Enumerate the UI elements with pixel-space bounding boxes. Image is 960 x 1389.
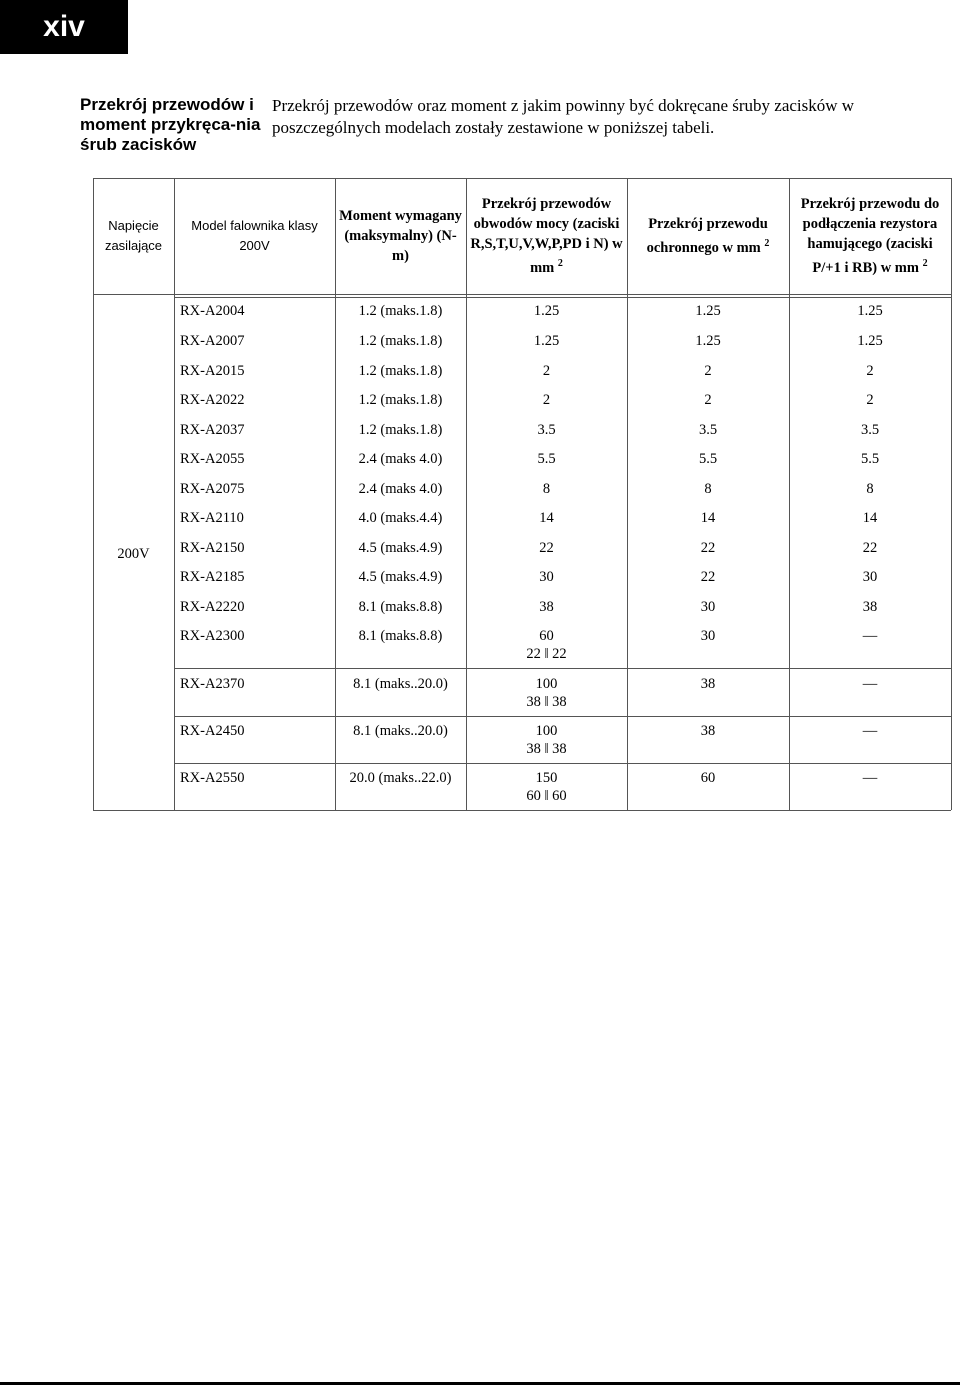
torque-cell: 2.4 (maks 4.0) bbox=[358, 451, 443, 467]
header-ground-text: Przekrój przewodu ochronnego w mm bbox=[646, 216, 768, 256]
row-divider bbox=[174, 716, 951, 717]
ground-wire-cell: 38 bbox=[700, 723, 716, 739]
header-model: Model falownika klasy 200V bbox=[191, 218, 318, 253]
header-brake-text: Przekrój przewodu do podłączenia rezystora hamującego (zaciski P/+1 i RB) w mm bbox=[800, 196, 940, 276]
torque-cell: 4.0 (maks.4.4) bbox=[358, 510, 443, 526]
torque-cell: 8.1 (maks..20.0) bbox=[353, 723, 448, 739]
model-cell: RX-A2015 bbox=[180, 363, 245, 379]
torque-cell: 1.2 (maks.1.8) bbox=[358, 363, 443, 379]
ground-wire-cell: 22 bbox=[700, 569, 716, 585]
torque-cell: 1.2 (maks.1.8) bbox=[358, 392, 443, 408]
model-cell: RX-A2300 bbox=[180, 628, 245, 644]
brake-wire-cell: 1.25 bbox=[857, 333, 883, 349]
power-wire-cell: 14 bbox=[539, 510, 554, 526]
brake-wire-cell: 22 bbox=[862, 540, 878, 556]
power-wire-cell: 100 bbox=[535, 676, 558, 692]
header-power-sup: 2 bbox=[557, 258, 563, 270]
brake-wire-cell: — bbox=[862, 770, 878, 786]
model-cell: RX-A2220 bbox=[180, 599, 245, 615]
ground-wire-cell: 1.25 bbox=[695, 303, 721, 319]
torque-cell: 8.1 (maks.8.8) bbox=[358, 628, 443, 644]
power-wire-cell: 1.25 bbox=[533, 303, 560, 319]
power-wire-cell: 5.5 bbox=[537, 451, 556, 467]
model-cell: RX-A2004 bbox=[180, 303, 245, 319]
brake-wire-cell: — bbox=[862, 628, 878, 644]
torque-cell: 4.5 (maks.4.9) bbox=[358, 569, 443, 585]
torque-cell: 8.1 (maks.8.8) bbox=[358, 599, 443, 615]
torque-cell: 20.0 (maks..22.0) bbox=[349, 770, 452, 786]
ground-wire-cell: 30 bbox=[700, 628, 716, 644]
ground-wire-cell: 2 bbox=[704, 363, 712, 379]
power-wire-parallel-cell: 22 ‖ 22 bbox=[526, 646, 567, 662]
brake-wire-cell: — bbox=[862, 723, 878, 739]
header-ground-wire bbox=[627, 178, 789, 294]
power-wire-cell: 1.25 bbox=[533, 333, 560, 349]
table-right-border bbox=[951, 178, 952, 810]
brake-wire-cell: 14 bbox=[862, 510, 878, 526]
brake-wire-cell: 5.5 bbox=[860, 451, 880, 467]
page-number-badge bbox=[0, 0, 128, 54]
torque-cell: 1.2 (maks.1.8) bbox=[358, 333, 443, 349]
power-wire-parallel-cell: 38 ‖ 38 bbox=[526, 741, 567, 757]
brake-wire-cell: — bbox=[862, 676, 878, 692]
power-wire-cell: 3.5 bbox=[537, 422, 556, 438]
ground-wire-cell: 22 bbox=[700, 540, 716, 556]
power-wire-cell: 100 bbox=[535, 723, 558, 739]
model-cell: RX-A2075 bbox=[180, 481, 245, 497]
model-cell: RX-A2550 bbox=[180, 770, 245, 786]
power-wire-cell: 8 bbox=[542, 481, 551, 497]
torque-cell: 8.1 (maks..20.0) bbox=[353, 676, 448, 692]
brake-wire-cell: 2 bbox=[866, 392, 874, 408]
header-supply: Napięcie zasilające bbox=[104, 218, 163, 253]
header-torque: Moment wymagany (maksymalny) (N-m) bbox=[339, 208, 462, 264]
table-bottom-border bbox=[93, 810, 951, 811]
table-left-border bbox=[93, 178, 94, 810]
brake-wire-cell: 30 bbox=[862, 569, 878, 585]
ground-wire-cell: 38 bbox=[700, 676, 716, 692]
footer-rule bbox=[0, 1382, 960, 1385]
brake-wire-cell: 38 bbox=[862, 599, 878, 615]
model-cell: RX-A2110 bbox=[180, 510, 244, 526]
row-divider bbox=[174, 763, 951, 764]
row-divider bbox=[174, 668, 951, 669]
model-cell: RX-A2007 bbox=[180, 333, 245, 349]
page-number: xiv bbox=[43, 10, 85, 43]
model-cell: RX-A2037 bbox=[180, 422, 245, 438]
header-power-wire bbox=[466, 178, 627, 294]
torque-cell: 4.5 (maks.4.9) bbox=[358, 540, 443, 556]
table-top-border bbox=[93, 178, 951, 179]
power-wire-parallel-cell: 60 ‖ 60 bbox=[526, 788, 567, 804]
power-wire-parallel-cell: 38 ‖ 38 bbox=[526, 694, 567, 710]
model-cell: RX-A2022 bbox=[180, 392, 245, 408]
torque-cell: 1.2 (maks.1.8) bbox=[358, 422, 443, 438]
ground-wire-cell: 30 bbox=[700, 599, 716, 615]
power-wire-cell: 2 bbox=[542, 392, 551, 408]
ground-wire-cell: 3.5 bbox=[698, 422, 718, 438]
voltage-cell: 200V bbox=[117, 546, 150, 562]
brake-wire-cell: 2 bbox=[866, 363, 874, 379]
ground-wire-cell: 8 bbox=[704, 481, 712, 497]
torque-cell: 2.4 (maks 4.0) bbox=[358, 481, 443, 497]
brake-wire-cell: 8 bbox=[866, 481, 874, 497]
ground-wire-cell: 60 bbox=[700, 770, 716, 786]
torque-cell: 1.2 (maks.1.8) bbox=[358, 303, 443, 319]
power-wire-cell: 30 bbox=[539, 569, 554, 585]
header-power-text: Przekrój przewodów obwodów mocy (zaciski R,S,T,U,V,W,P,PD i N) w mm bbox=[470, 196, 623, 276]
model-cell: RX-A2450 bbox=[180, 723, 245, 739]
header-brake-wire bbox=[789, 178, 951, 294]
ground-wire-cell: 14 bbox=[700, 510, 716, 526]
header-double-border bbox=[174, 297, 951, 298]
power-wire-cell: 2 bbox=[542, 363, 551, 379]
intro-paragraph: Przekrój przewodów oraz moment z jakim powinny być dokręcane śruby zacisków w poszczególnych modelach zostały zestawione w poniższej tabeli. bbox=[272, 96, 855, 137]
ground-wire-cell: 1.25 bbox=[695, 333, 721, 349]
header-ground-sup: 2 bbox=[764, 238, 770, 250]
ground-wire-cell: 5.5 bbox=[698, 451, 718, 467]
brake-wire-cell: 1.25 bbox=[857, 303, 883, 319]
model-cell: RX-A2150 bbox=[180, 540, 245, 556]
header-bottom-border bbox=[93, 294, 951, 295]
brake-wire-cell: 3.5 bbox=[860, 422, 880, 438]
power-wire-cell: 22 bbox=[539, 540, 554, 556]
ground-wire-cell: 2 bbox=[704, 392, 712, 408]
power-wire-cell: 60 bbox=[539, 628, 554, 644]
header-brake-sup: 2 bbox=[922, 258, 928, 270]
power-wire-cell: 38 bbox=[539, 599, 554, 615]
section-title: Przekrój przewodów i moment przykręca-nia śrub zacisków bbox=[80, 95, 261, 154]
power-wire-cell: 150 bbox=[535, 770, 558, 786]
model-cell: RX-A2370 bbox=[180, 676, 245, 692]
model-cell: RX-A2185 bbox=[180, 569, 245, 585]
model-cell: RX-A2055 bbox=[180, 451, 245, 467]
